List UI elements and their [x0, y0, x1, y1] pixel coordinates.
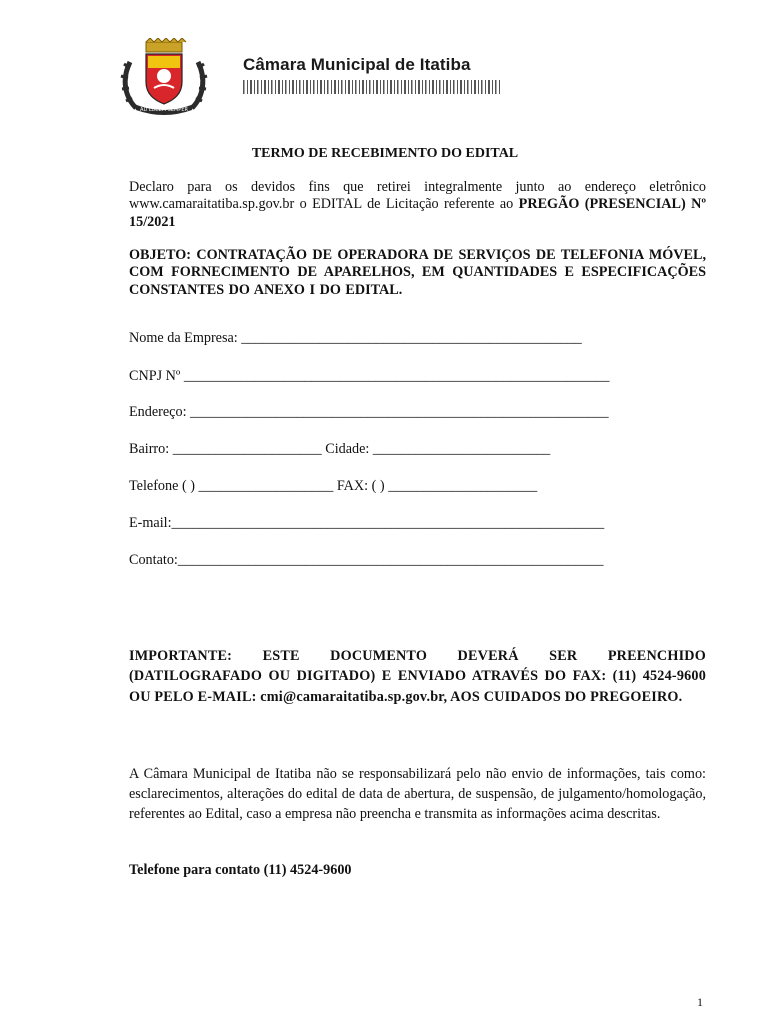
cnpj-field: CNPJ Nº ____________________________________________________________	[129, 368, 610, 384]
organization-title: Câmara Municipal de Itatiba	[243, 55, 471, 74]
crest-motto: AD LUCEM SEMPER	[140, 107, 188, 113]
contact-field: Contato:____________________________________________________________	[129, 552, 604, 568]
important-notice: IMPORTANTE: ESTE DOCUMENTO DEVERÁ SER PREENCHIDO (DATILOGRAFADO OU DIGITADO) E ENVIADO ATRAVÉS DO FAX: (11) 4524-9600 OU PELO E-MAIL: cmi@camaraitatiba.sp.gov.br, AOS CUIDADOS DO PREGOEIRO.	[129, 648, 706, 705]
document-title: TERMO DE RECEBIMENTO DO EDITAL	[251, 146, 519, 161]
declaration-paragraph	[129, 179, 706, 231]
phone-fax-field: Telefone ( ) ___________________ FAX: ( ) _____________________	[129, 478, 538, 494]
liability-notice: A Câmara Municipal de Itatiba não se responsabilizará pelo não envio de informações, tais como: esclarecimentos, alterações do edital de data de abertura, de suspensão, de julgamento/homologação, referentes ao Edital, caso a empresa não preencha e transmita as informações acima descritas.	[129, 766, 706, 823]
decorative-barcode-icon	[243, 78, 501, 96]
contact-phone: Telefone para contato (11) 4524-9600	[129, 862, 352, 878]
email-field: E-mail:_____________________________________________________________	[129, 515, 605, 531]
declaration-text: Declaro para os devidos fins que retirei integralmente junto ao endereço eletrônico www.camaraitatiba.sp.gov.br o EDITAL de Licitação referente ao	[129, 179, 706, 213]
neighborhood-city-field: Bairro: _____________________ Cidade: _________________________	[129, 441, 551, 457]
pregao-reference: PREGÃO (PRESENCIAL) Nº 15/2021	[129, 196, 707, 230]
objeto-paragraph: OBJETO: CONTRATAÇÃO DE OPERADORA DE SERVIÇOS DE TELEFONIA MÓVEL, COM FORNECIMENTO DE APARELHOS, EM QUANTIDADES E ESPECIFICAÇÕES CONSTANTES DO ANEXO I DO EDITAL.	[129, 247, 706, 298]
company-name-field: Nome da Empresa: ________________________________________________	[129, 330, 582, 346]
page-number: 1	[697, 995, 703, 1009]
coat-of-arms-logo	[118, 38, 210, 116]
address-field: Endereço: ___________________________________________________________	[129, 404, 609, 420]
